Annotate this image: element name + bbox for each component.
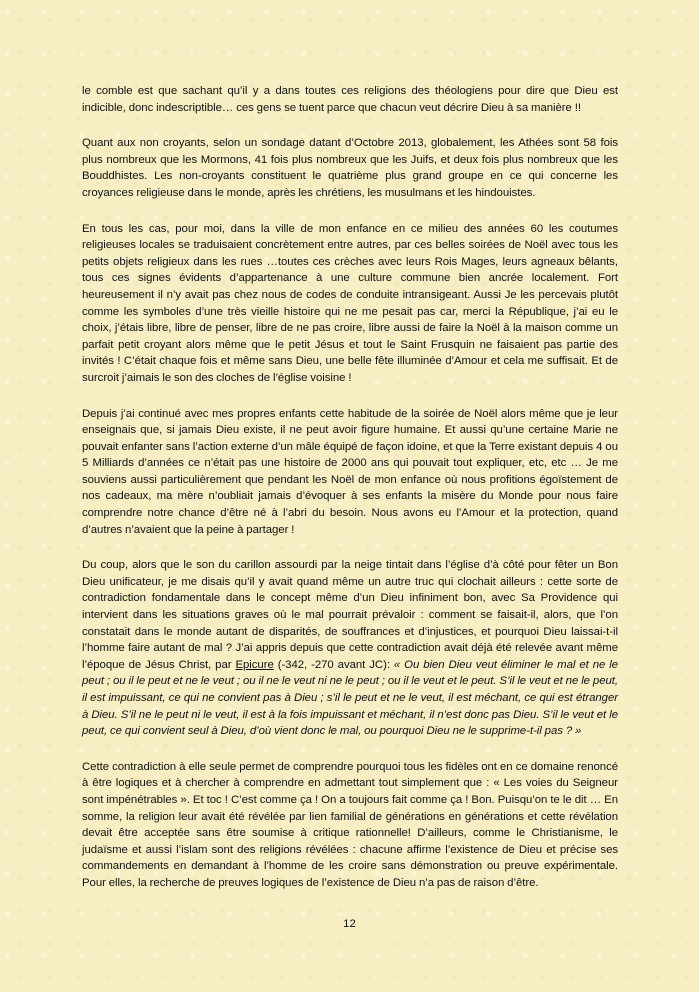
paragraph-1: le comble est que sachant qu’il y a dans toutes ces religions des théologiens pour dire que Dieu est indicible, donc indescriptible… ces gens se tuent parce que chacun veut décrire Dieu à sa manière !! — [82, 85, 618, 114]
document-page — [82, 83, 618, 911]
paragraph-4: Depuis j’ai continué avec mes propres enfants cette habitude de la soirée de Noël alors même que je leur enseignais que, si jamais Dieu existe, il ne peut avoir figure humaine. Et aussi qu’une certaine Marie ne pouvait enfanter sans l’action externe d’un mâle équipé de façon idoine, et que la Terre existant depuis 4 ou 5 Milliards d’années ce n’était pas une histoire de 2000 ans qui pouvait tout expliquer, etc, etc … Je me souviens aussi particulièrement que pendant les Noël de mon enfance où nous profitions égoïstement de nos cadeaux, ma mère n’oubliait jamais d’évoquer à ses enfants la misère du Monde pour nous faire comprendre notre chance d’être né à l’abri du besoin. Nous avons eu l’Amour et la protection, quand d’autres n’avaient que la peine à partager ! — [82, 407, 618, 536]
epicure-quote: « Ou bien Dieu veut éliminer le mal et ne le peut ; ou il le peut et ne le veut ; ou il ne le veut ni ne le peut ; ou il le veut et le peut. S’il le veut et ne le peut, il est impuissant, ce qui ne convient pas à Dieu ; s’il le peut et ne le veut, il est méchant, ce qui est étranger à Dieu. S’il ne le peut ni le veut, il est à la fois impuissant et méchant, il n’est donc pas Dieu. S’il le veut et le peut, ce qui convient seul à Dieu, d’où vient donc le mal, ou pourquoi Dieu ne le supprime-t-il pas ? » — [82, 658, 619, 738]
paragraph-3: En tous les cas, pour moi, dans la ville de mon enfance en ce milieu des années 60 les coutumes religieuses locales se traduisaient concrètement entre autres, par ces belles soirées de Noël avec tous les petits objets religieux dans les rues …toutes ces crèches avec leurs Rois Mages, leurs agneaux bêlants, tous ces signes évidents d’appartenance à une culture commune bien ancrée localement. Fort heureusement il n’y avait pas chez nous de codes de conduite intransigeant. Aussi Je les percevais plutôt comme les symboles d’une très vieille histoire qui ne me pesait pas car, merci la République, j’ai eu le choix, j’étais libre, libre de penser, libre de ne pas croire, libre aussi de faire la Noël à la maison comme un parfait petit croyant alors même que le petit Jésus et tout le Saint Frusquin ne faisaient pas partie des invités ! C’était chaque fois et même sans Dieu, une belle fête illuminée d’Amour et cela me suffisait. Et de surcroit j’aimais le son des cloches de l’église voisine ! — [82, 222, 618, 384]
paragraph-5-text: Du coup, alors que le son du carillon assourdi par la neige tintait dans l’église d’à côté pour fêter un Bon Dieu unificateur, je me disais qu’il y avait quand même un autre truc qui clochait ailleurs : cette sorte de contradiction fondamentale dans le concept même d’un Dieu infiniment bon, avec Sa Providence qui intervient dans les situations graves où le mal pourrait prévaloir : comment se faisait-il, alors, que l’on constatait dans le monde autant de disparités, de souffrances et d’injustices, et pourquoi Dieu laissai-t-il l’homme faire autant de mal ? J’ai appris depuis que cette contradiction avait déjà été relevée avant même l’époque de Jésus Christ, par — [82, 559, 618, 671]
paragraph-6: Cette contradiction à elle seule permet de comprendre pourquoi tous les fidèles ont en ce domaine renoncé à être logiques et à chercher à comprendre en admettant tout simplement que : « Les voies du Seigneur sont impénétrables ». Et toc ! C’est comme ça ! On a toujours fait comme ça ! Bon. Puisqu’on te le dit … En somme, la religion leur avait été révélée par lien familial de générations en générations et cette révélation devait être acceptée sans être soumise à critique rationnelle! D’ailleurs, comme le Christianisme, le judaïsme et aussi l’islam sont des religions révélées : chacune affirme l’existence de Dieu et précise ses commandements en demandant à l’homme de les croire sans démonstration ou preuve expérimentale. Pour elles, la recherche de preuves logiques de l’existence de Dieu n’a pas de raison d’être. — [82, 760, 618, 889]
epicure-link[interactable]: Epicure — [235, 658, 274, 671]
paragraph-5 — [82, 557, 618, 740]
paragraph-5-dates: (-342, -270 avant JC): — [273, 658, 394, 671]
page-number: 12 — [343, 918, 356, 930]
paragraph-2: Quant aux non croyants, selon un sondage datant d’Octobre 2013, globalement, les Athées sont 58 fois plus nombreux que les Mormons, 41 fois plus nombreux que les Juifs, et deux fois plus nombreux que les Bouddhistes. Les non-croyants constituent le quatrième plus grand groupe en ce qui concerne les croyances religieuse dans le monde, après les chrétiens, les musulmans et les hindouistes. — [82, 137, 618, 199]
